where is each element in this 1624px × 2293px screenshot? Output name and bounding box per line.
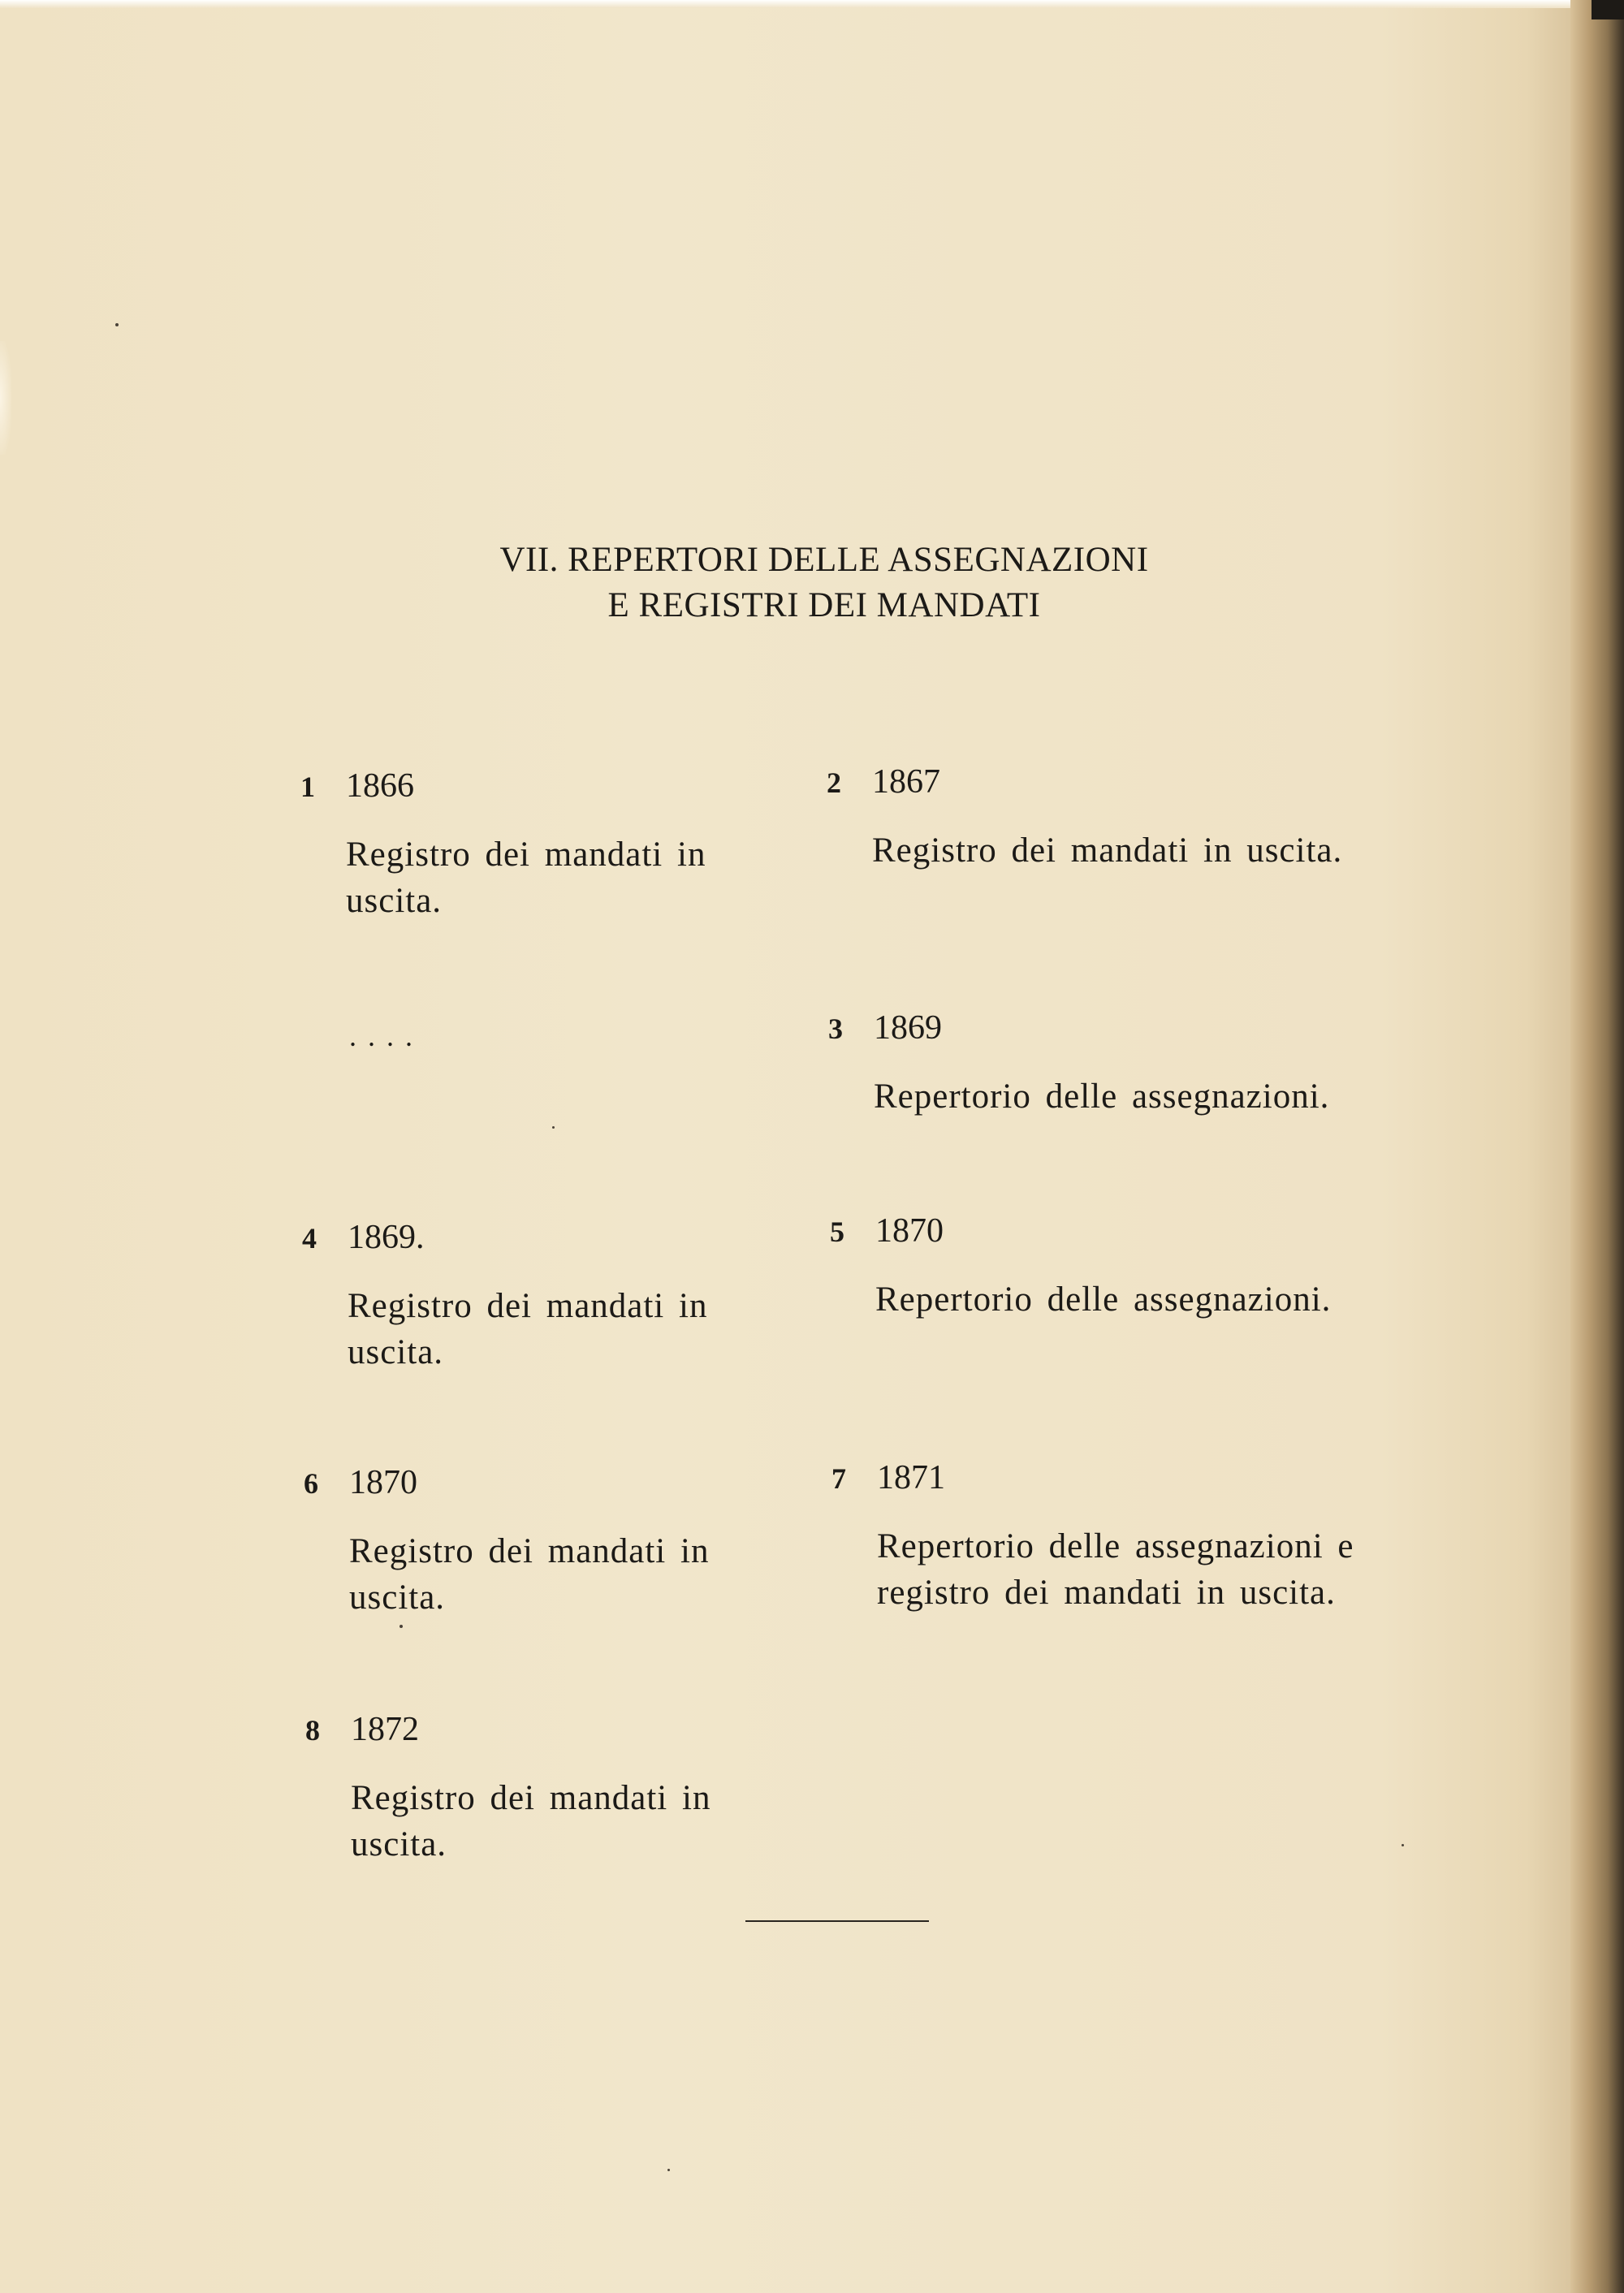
entry-head xyxy=(300,766,706,807)
entry-number: 7 xyxy=(831,1462,846,1495)
entry-head xyxy=(302,1217,773,1259)
entry-description: Repertorio delle assegnazioni e registro dei mandati in uscita. xyxy=(877,1527,1354,1612)
book-spine-shadow xyxy=(1570,0,1624,2293)
entry-description: Registro dei mandati in uscita. xyxy=(346,836,706,920)
entry-description: Registro dei mandati in uscita. xyxy=(872,831,1343,870)
section-heading xyxy=(0,538,1624,628)
paper-speck xyxy=(115,323,119,326)
entry-2 xyxy=(827,762,1346,874)
entry-head xyxy=(828,1008,1397,1049)
entry-year: 1867 xyxy=(872,763,940,801)
entry-description: Registro dei mandati in uscita. xyxy=(348,1287,708,1371)
entry-number: 4 xyxy=(302,1222,317,1254)
closing-rule xyxy=(745,1920,929,1922)
entry-8 xyxy=(305,1709,776,1868)
entry-3 xyxy=(828,1008,1397,1120)
entry-number: 8 xyxy=(305,1714,320,1747)
entry-6 xyxy=(304,1462,775,1621)
entry-year: 1866 xyxy=(346,767,414,805)
entry-year: 1870 xyxy=(875,1212,944,1250)
entry-head xyxy=(305,1709,776,1751)
entry-year: 1869 xyxy=(874,1009,942,1047)
entry-description: Repertorio delle assegnazioni. xyxy=(875,1280,1332,1319)
entry-7 xyxy=(831,1457,1416,1616)
entry-year: 1871 xyxy=(877,1459,945,1496)
paper-speck xyxy=(552,1126,555,1129)
entry-number: 5 xyxy=(830,1216,844,1248)
entry-number: 2 xyxy=(827,766,841,799)
entry-number: 3 xyxy=(828,1013,843,1045)
entry-number: 6 xyxy=(304,1467,318,1500)
section-heading-line-1: VII. REPERTORI DELLE ASSEGNAZIONI xyxy=(499,541,1149,579)
entry-description: Registro dei mandati in uscita. xyxy=(349,1532,710,1617)
entry-5 xyxy=(830,1211,1398,1323)
page-left-edge xyxy=(0,341,11,455)
entry-year: 1870 xyxy=(349,1464,417,1501)
entry-number: 1 xyxy=(300,771,315,803)
scan-corner xyxy=(1592,0,1624,19)
page-top-edge xyxy=(0,0,1624,8)
entry-description: Repertorio delle assegnazioni. xyxy=(874,1077,1330,1116)
entry-head xyxy=(827,762,1346,803)
paper-speck xyxy=(1402,1844,1404,1846)
paper-speck xyxy=(667,2169,670,2171)
entry-year: 1872 xyxy=(351,1711,419,1748)
section-heading-line-2: E REGISTRI DEI MANDATI xyxy=(607,586,1041,624)
entry-head xyxy=(831,1457,1416,1499)
omitted-entries-marker: .... xyxy=(349,1020,424,1052)
paper-speck xyxy=(400,1625,403,1628)
entry-year: 1869. xyxy=(348,1219,425,1256)
entry-4 xyxy=(302,1217,773,1375)
entry-description: Registro dei mandati in uscita. xyxy=(351,1779,711,1863)
entry-head xyxy=(830,1211,1398,1252)
entry-head xyxy=(304,1462,775,1504)
entry-1 xyxy=(300,766,706,924)
